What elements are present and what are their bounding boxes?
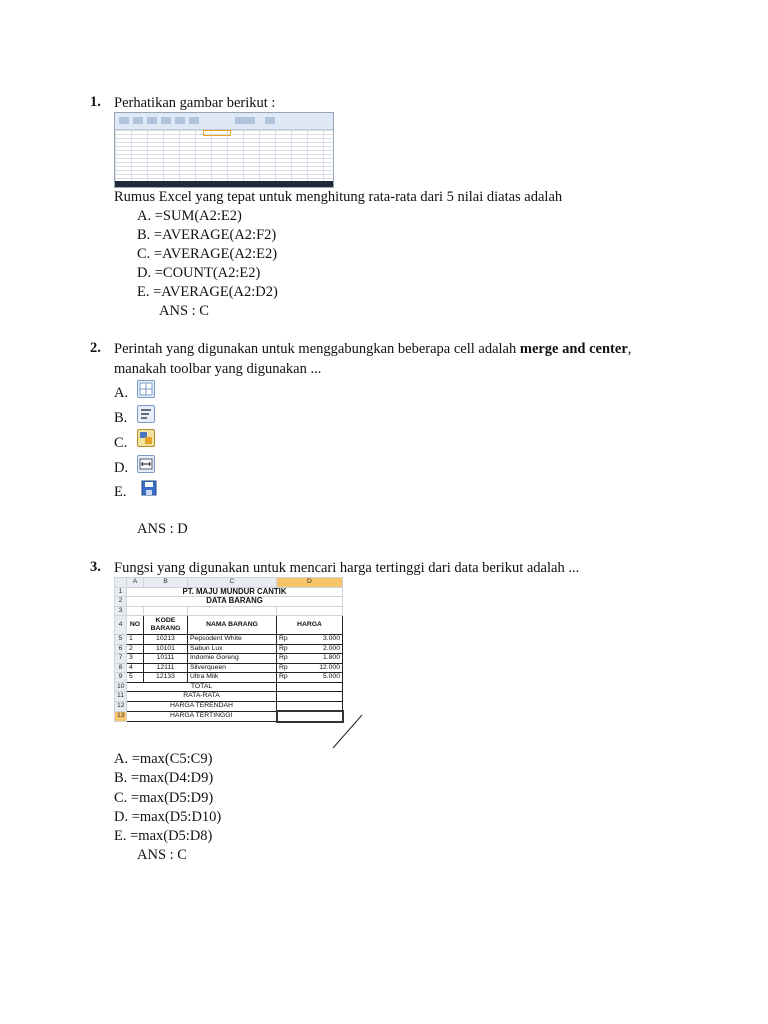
row-number: 4 — [115, 616, 127, 635]
row-number: 13 — [115, 711, 127, 722]
column-header: D — [277, 578, 343, 588]
table-row — [115, 597, 343, 607]
q1-option-e: E. =AVERAGE(A2:D2) — [137, 284, 278, 300]
format-cells-icon — [137, 429, 155, 447]
q3-answer: ANS : C — [137, 847, 187, 863]
company-title: PT. MAJU MUNDUR CANTIK — [127, 587, 343, 597]
column-header: A — [127, 578, 144, 588]
table-row — [115, 663, 343, 673]
cell: 4 — [127, 663, 144, 673]
table-row — [115, 616, 343, 635]
q3-number: 3. — [90, 559, 101, 575]
q1-question: Rumus Excel yang tepat untuk menghitung rata-rata dari 5 nilai diatas adalah — [114, 189, 563, 205]
cell: 3 — [127, 654, 144, 664]
table-row — [115, 701, 343, 711]
column-header-row — [115, 578, 343, 588]
harga-tertinggi-label: HARGA TERTINGGI — [127, 711, 277, 722]
cell: 1 — [127, 635, 144, 645]
table-grid-icon — [137, 380, 155, 398]
table-row — [115, 682, 343, 692]
cell: Ultra Milk — [188, 673, 277, 683]
table-row — [115, 606, 343, 616]
q1-option-a: A. =SUM(A2:E2) — [137, 208, 242, 224]
cell: 5 — [127, 673, 144, 683]
cell: 10111 — [144, 654, 188, 664]
header-nama: NAMA BARANG — [188, 616, 277, 635]
row-number: 11 — [115, 692, 127, 702]
taskbar — [115, 181, 333, 187]
row-number: 6 — [115, 644, 127, 654]
table-row — [115, 587, 343, 597]
corner-cell — [115, 578, 127, 588]
merge-center-icon — [137, 455, 155, 473]
q2-option-e-letter: E. — [114, 484, 127, 500]
column-header: C — [188, 578, 277, 588]
table-title: DATA BARANG — [127, 597, 343, 607]
row-number: 8 — [115, 663, 127, 673]
q2-option-d-letter: D. — [114, 460, 129, 476]
table-row — [115, 644, 343, 654]
q2-option-c-letter: C. — [114, 435, 128, 451]
table-row — [115, 654, 343, 664]
excel-screenshot — [114, 112, 334, 188]
q2-question-line2: manakah toolbar yang digunakan ... — [114, 361, 322, 377]
column-header: B — [144, 578, 188, 588]
harga-terendah-label: HARGA TERENDAH — [127, 701, 277, 711]
rata-rata-label: RATA-RATA — [127, 692, 277, 702]
row-number: 5 — [115, 635, 127, 645]
cell-harga: Rp 2.000 — [277, 644, 343, 654]
excel-selected-cell — [203, 130, 231, 136]
row-number: 7 — [115, 654, 127, 664]
q2-option-a-letter: A. — [114, 385, 129, 401]
excel-ribbon — [115, 113, 333, 130]
cell: 12133 — [144, 673, 188, 683]
header-kode: KODE BARANG — [144, 616, 188, 635]
total-label: TOTAL — [127, 682, 277, 692]
cell: Indomie Goreng — [188, 654, 277, 664]
q2-answer: ANS : D — [137, 521, 188, 537]
row-number: 3 — [115, 606, 127, 616]
q3-option-c: C. =max(D5:D9) — [114, 790, 214, 806]
row-number: 1 — [115, 587, 127, 597]
excel-data-table — [114, 577, 342, 748]
q3-question: Fungsi yang digunakan untuk mencari harga tertinggi dari data berikut adalah ... — [114, 560, 580, 576]
cell: Silverqueen — [188, 663, 277, 673]
q3-option-e: E. =max(D5:D8) — [114, 828, 213, 844]
wrap-text-icon — [137, 405, 155, 423]
q3-option-a: A. =max(C5:C9) — [114, 751, 213, 767]
q1-number: 1. — [90, 94, 101, 110]
header-harga: HARGA — [277, 616, 343, 635]
table-row — [115, 692, 343, 702]
table-row — [115, 635, 343, 645]
q2-number: 2. — [90, 340, 101, 356]
q1-prompt: Perhatikan gambar berikut : — [114, 95, 276, 111]
excel-grid — [115, 130, 333, 181]
cell: 10213 — [144, 635, 188, 645]
pointer-line — [330, 712, 366, 752]
table-row — [115, 711, 343, 722]
row-number: 9 — [115, 673, 127, 683]
header-no: NO — [127, 616, 144, 635]
q2-question: Perintah yang digunakan untuk menggabungkan beberapa cell adalah merge and center, — [114, 341, 632, 357]
cell-harga: Rp 5.000 — [277, 673, 343, 683]
cell-harga: Rp 12.000 — [277, 663, 343, 673]
cell-harga: Rp 1.800 — [277, 654, 343, 664]
save-icon — [141, 480, 157, 496]
q1-option-b: B. =AVERAGE(A2:F2) — [137, 227, 277, 243]
cell: 10101 — [144, 644, 188, 654]
table-row — [115, 673, 343, 683]
cell-harga: Rp 3.000 — [277, 635, 343, 645]
q3-option-b: B. =max(D4:D9) — [114, 770, 214, 786]
row-number: 2 — [115, 597, 127, 607]
cell: Pepsodent White — [188, 635, 277, 645]
cell: 2 — [127, 644, 144, 654]
q1-option-d: D. =COUNT(A2:E2) — [137, 265, 261, 281]
cell: Sabun Lux — [188, 644, 277, 654]
row-number: 12 — [115, 701, 127, 711]
q1-answer: ANS : C — [159, 303, 209, 319]
q1-option-c: C. =AVERAGE(A2:E2) — [137, 246, 278, 262]
q3-option-d: D. =max(D5:D10) — [114, 809, 222, 825]
cell: 12111 — [144, 663, 188, 673]
q2-option-b-letter: B. — [114, 410, 128, 426]
row-number: 10 — [115, 682, 127, 692]
